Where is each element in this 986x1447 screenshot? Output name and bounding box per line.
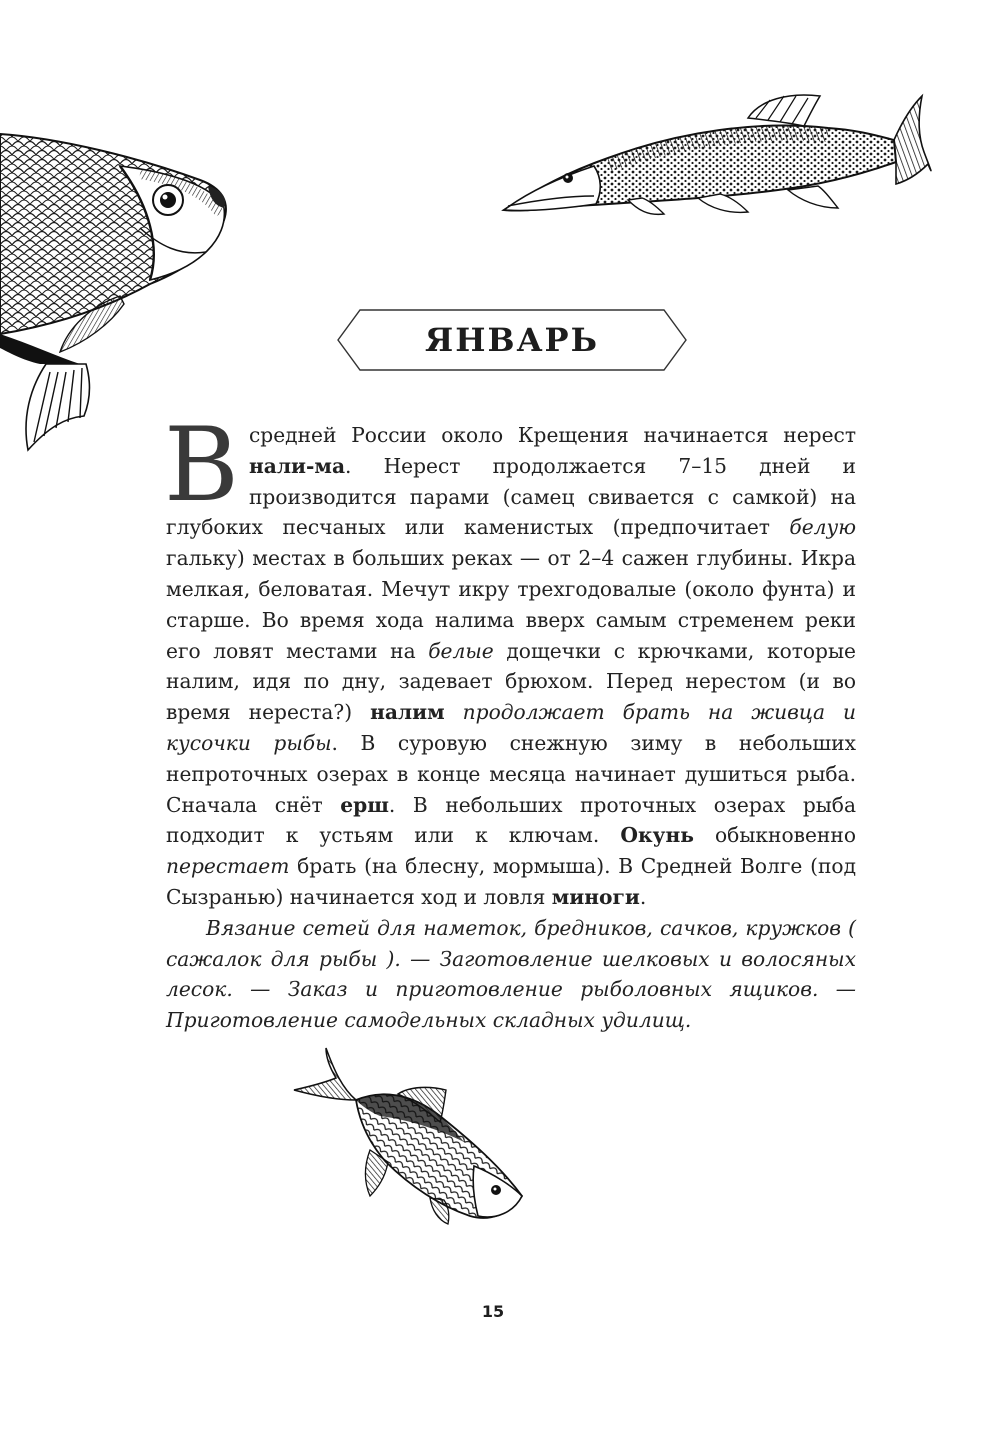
bold-term-lamprey: миноги [551, 884, 640, 909]
italic-term: белые [428, 638, 494, 663]
chapter-title: ЯНВАРЬ [424, 321, 600, 359]
bold-term-burbot: нали-ма [248, 453, 346, 478]
paragraph-1 [164, 406, 856, 913]
italic-paragraph: Вязание сетей для наметок, бредников, сачков, кружков ( сажалок для рыбы ). — Заготовление шелковых и волосяных лесок. — Заказ и приготовление рыболовных ящиков. — Приготовление самодельных складных удилищ. [166, 915, 856, 1033]
text-run: обыкновенно [693, 823, 856, 848]
text-run: . В небольших проточных озерах рыба подходит к устьям или к ключам. [166, 792, 856, 848]
paragraph-2 [166, 913, 856, 1036]
drop-cap: В [164, 406, 239, 525]
roach-illustration [290, 1046, 530, 1226]
italic-term: белую [789, 515, 856, 540]
pike-illustration [498, 92, 938, 222]
page-number: 15 [481, 1302, 505, 1321]
bold-term-ruffe: ерш [340, 792, 389, 817]
text-run: гальку) местах в больших реках — от 2–4 сажен глубины. Икра мелкая, беловатая. Мечут икру трехгодовалые (около фунта) и старше. Во время хода налима вверх самым стременем реки его ловят местами на [166, 546, 856, 663]
italic-term: перестает [166, 854, 290, 879]
italic-phrase: продолжает брать на живца и кусочки рыбы [166, 700, 856, 755]
text-run: . В суровую снежную зиму в небольших непроточных озерах в конце месяца начинает душиться рыба. Сначала снёт [166, 730, 856, 817]
chapter-body [164, 406, 856, 1036]
chapter-title-frame [336, 308, 688, 372]
text-run: . [639, 884, 647, 909]
text-run: брать (на блесну, мормыша). В Средней Волге (под Сызранью) начинается ход и ловля [166, 854, 856, 909]
text-run: средней России около Крещения начинается нерест [248, 423, 856, 447]
bold-term-burbot: налим [370, 700, 445, 725]
text-run: . Нерест продолжается 7–15 дней и производится парами (самец свивается с самкой) на глубоких песчаных или каменистых (предпочитает [166, 453, 856, 540]
text-run [445, 700, 463, 724]
bold-term-perch: Окунь [620, 823, 694, 848]
text-run: дощечки с крючками, которые налим, идя по дну, задевает брюхом. Перед нерестом (и во время нереста?) [166, 638, 856, 725]
